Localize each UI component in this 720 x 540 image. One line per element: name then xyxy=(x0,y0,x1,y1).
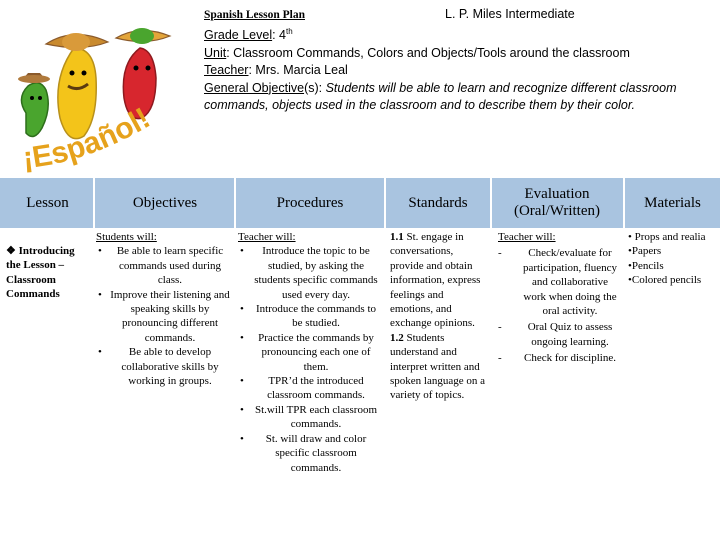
material-item: • Props and realia xyxy=(628,231,706,243)
procedure-item: • Practice the commands by pronouncing each one of them. xyxy=(238,331,380,374)
green-chili-pepper-icon xyxy=(18,73,50,137)
grade-level: Grade Level: 4th xyxy=(204,27,293,43)
header-standards: Standards xyxy=(408,194,468,211)
objective-item: • Be able to develop collaborative skills by working in groups. xyxy=(96,345,230,388)
evaluation-item: - Check/evaluate for participation, fluency and collaborative work when doing the oral activity. xyxy=(498,246,620,318)
evaluation-item: - Oral Quiz to assess ongoing learning. xyxy=(498,320,620,349)
standard-1-2: 1.2 Students understand and interpret written and spoken language on a variety of topics. xyxy=(390,331,485,402)
procedures-cell xyxy=(238,230,380,475)
header-procedures: Procedures xyxy=(276,194,344,211)
unit: Unit: Classroom Commands, Colors and Objects/Tools around the classroom xyxy=(204,45,630,60)
evaluation-heading: Teacher will: xyxy=(498,231,556,243)
red-chili-pepper-icon xyxy=(116,28,170,119)
lesson-text: Introducing the Lesson – Classroom Commands xyxy=(6,245,75,301)
material-item: •Colored pencils xyxy=(628,274,702,287)
materials-cell xyxy=(628,230,718,288)
lesson-header xyxy=(204,6,714,115)
procedure-item: • Introduce the commands to be studied. xyxy=(238,302,380,331)
procedures-heading: Teacher will: xyxy=(238,231,296,243)
standard-1-1: 1.1 St. engage in conversations, provide and obtain information, express feelings and emotions, and exchange opinions. xyxy=(390,231,481,330)
lesson-cell xyxy=(6,244,90,302)
general-objective: General Objective(s): Students will be able to learn and recognize different classroom commands, objects used in the classroom and to describe them by their color. xyxy=(204,80,677,113)
objective-item: • Be able to learn specific commands used during class. xyxy=(96,244,230,287)
lesson-plan-title: Spanish Lesson Plan xyxy=(204,9,305,21)
header-objectives: Objectives xyxy=(132,194,198,211)
objectives-cell xyxy=(96,230,230,388)
procedure-item: • Introduce the topic to be studied, by asking the students specific commands used every day. xyxy=(238,244,380,302)
evaluation-cell xyxy=(498,230,620,366)
header-materials: Materials xyxy=(644,194,701,211)
evaluation-item: - Check for discipline. xyxy=(498,351,620,365)
diamond-bullet-icon: ❖ xyxy=(6,245,16,257)
logo-text: ¡Español! xyxy=(21,101,156,176)
standards-cell xyxy=(390,230,486,403)
espanol-logo xyxy=(12,18,197,178)
school-name: L. P. Miles Intermediate xyxy=(445,7,575,21)
objectives-heading: Students will: xyxy=(96,231,157,243)
teacher: Teacher: Mrs. Marcia Leal xyxy=(204,63,348,78)
procedure-item: • TPR’d the introduced classroom commands. xyxy=(238,374,380,403)
procedure-item: • St. will draw and color specific classroom commands. xyxy=(238,432,380,475)
objective-item: • Improve their listening and speaking skills by pronouncing different commands. xyxy=(96,288,230,346)
procedure-item: • St.will TPR each classroom commands. xyxy=(238,403,380,432)
header-evaluation: Evaluation (Oral/Written) xyxy=(513,186,601,219)
material-item: •Pencils xyxy=(628,259,664,272)
header-lesson: Lesson xyxy=(26,194,69,211)
material-item: •Papers xyxy=(628,245,662,258)
